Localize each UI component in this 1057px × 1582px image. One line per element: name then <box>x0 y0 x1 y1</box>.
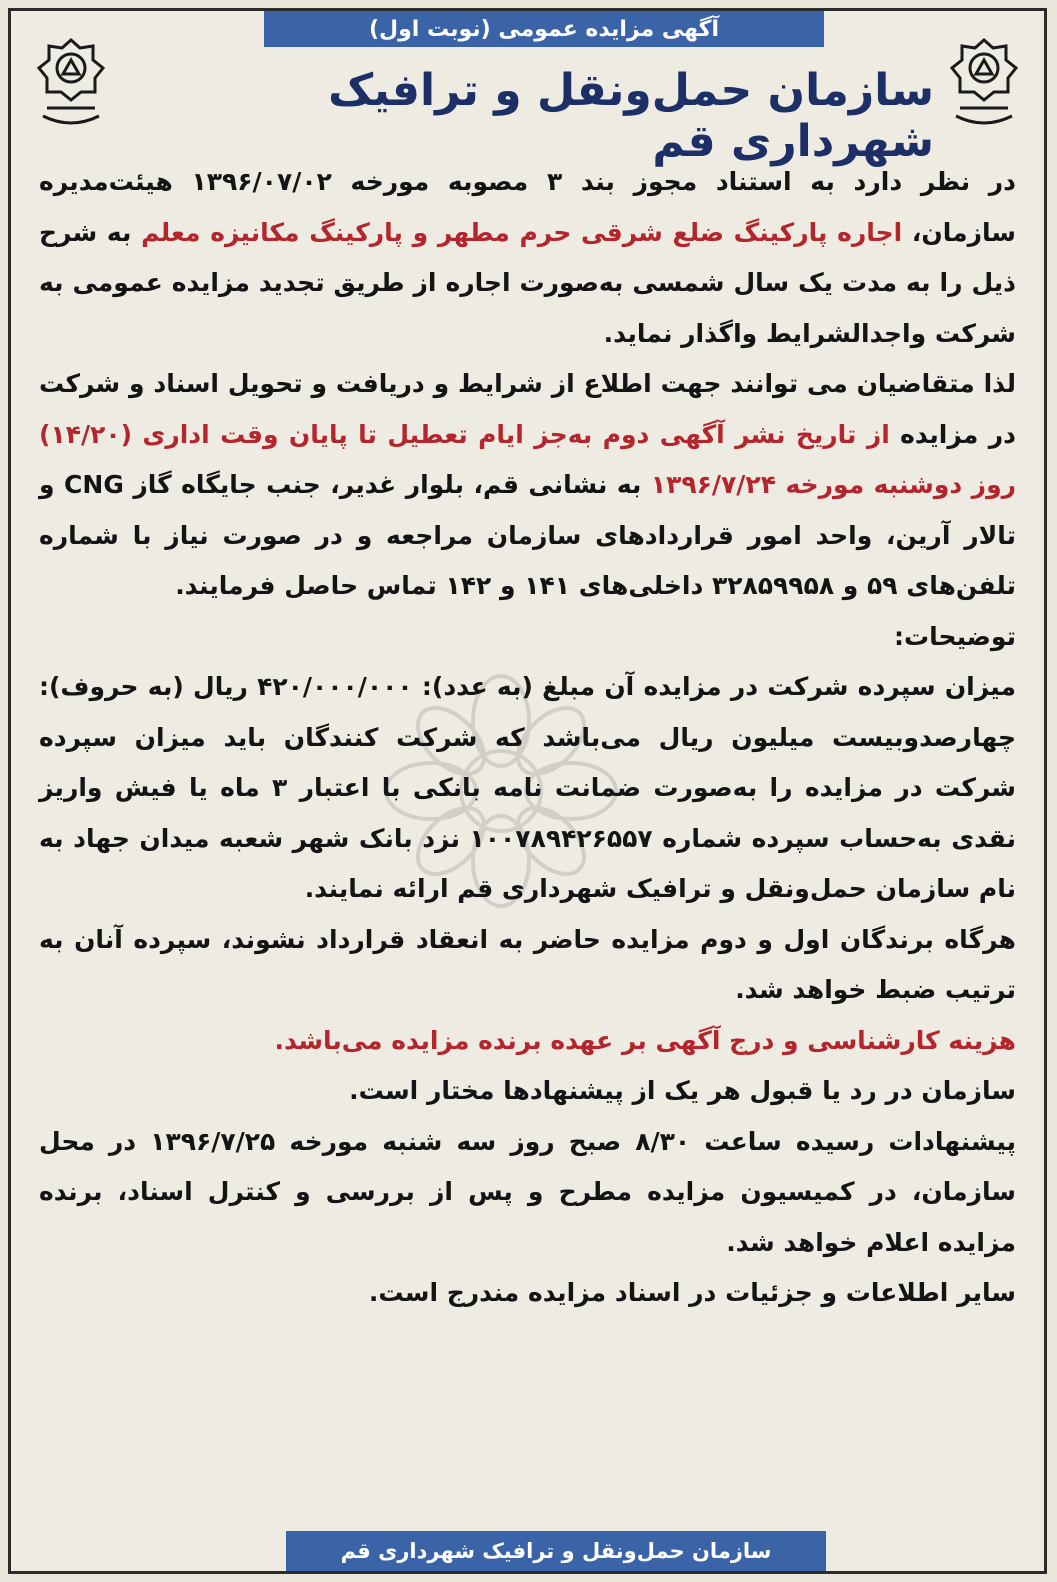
advertisement-page <box>8 8 1047 1574</box>
intro-text: در نظر دارد به استناد مجوز بند ۳ مصوبه مورخه ۱۳۹۶/۰۷/۰۲ هیئت‌مدیره سازمان، <box>39 167 1017 247</box>
intro-highlight: اجاره پارکینگ ضلع شرقی حرم مطهر و پارکینگ مکانیزه معلم <box>141 217 903 247</box>
winners-paragraph: هرگاه برندگان اول و دوم مزایده حاضر به انعقاد قرارداد نشوند، سپرده آنان به ترتیب ضبط خواهد شد. <box>39 924 1016 1004</box>
intro-paragraph <box>39 157 1016 359</box>
deposit-paragraph: میزان سپرده شرکت در مزایده آن مبلغ (به عدد): ۴۲۰/۰۰۰/۰۰۰ ریال (به حروف): چهارصدوبیست میلیون ریال می‌باشد که شرکت کنندگان باید میزان سپرده شرکت در مزایده را به‌صورت ضمانت نامه بانکی با اعتبار ۳ ماه یا فیش واریز نقدی به‌حساب سپرده شماره ۱۰۰۷۸۹۴۲۶۵۵۷ نزد بانک شهر شعبه میدان جهاد به نام سازمان حمل‌ونقل و ترافیک شهرداری قم ارائه نمایند. <box>39 672 1016 903</box>
deadline-highlight: از تاریخ نشر آگهی دوم به‌جز ایام تعطیل تا پایان وقت اداری (۱۴/۲۰) روز دوشنبه مورخه ۱۳۹۶/۷/۲۴ <box>39 419 1017 499</box>
rights-paragraph: سازمان در رد یا قبول هر یک از پیشنهادها مختار است. <box>349 1076 1016 1105</box>
intro-text-end: به شرح ذیل را به مدت یک سال شمسی به‌صورت اجاره از طریق تجدید مزایده عمومی به شرکت واجدالشرایط واگذار نماید. <box>39 217 1016 348</box>
fees-paragraph: هزینه کارشناسی و درج آگهی بر عهده برنده مزایده می‌باشد. <box>274 1025 1016 1055</box>
footer-banner: سازمان حمل‌ونقل و ترافیک شهرداری قم <box>286 1531 826 1571</box>
page-title: سازمان حمل‌ونقل و ترافیک شهرداری قم <box>328 65 934 167</box>
opening-paragraph: پیشنهادات رسیده ساعت ۸/۳۰ صبح روز سه شنبه مورخه ۱۳۹۶/۷/۲۵ در محل سازمان، در کمیسیون مزایده مطرح و پس از بررسی و کنترل اسناد، برنده مزایده اعلام خواهد شد. <box>39 1126 1016 1257</box>
notice-body <box>39 157 1016 1501</box>
applicants-text: لذا متقاضیان می توانند جهت اطلاع از شرایط و دریافت و تحویل اسناد و شرکت در مزایده <box>39 369 1016 449</box>
applicants-text-end: به نشانی قم، بلوار غدیر، جنب جایگاه گاز CNG و تالار آرین، واحد امور قراردادهای سازمان مراجعه و در صورت نیاز با شماره تلفن‌های ۵۹ و ۳۲۸۵۹۹۵۸ داخلی‌های ۱۴۱ و ۱۴۲ تماس حاصل فرمایند. <box>39 470 1016 600</box>
details-paragraph: سایر اطلاعات و جزئیات در اسناد مزایده مندرج است. <box>368 1278 1016 1307</box>
notice-banner: آگهی مزایده عمومی (نوبت اول) <box>264 11 824 47</box>
municipality-logo-icon <box>946 36 1022 136</box>
notes-heading: توضیحات: <box>894 621 1016 651</box>
municipality-logo-icon <box>33 36 109 136</box>
applicants-paragraph <box>39 359 1016 612</box>
